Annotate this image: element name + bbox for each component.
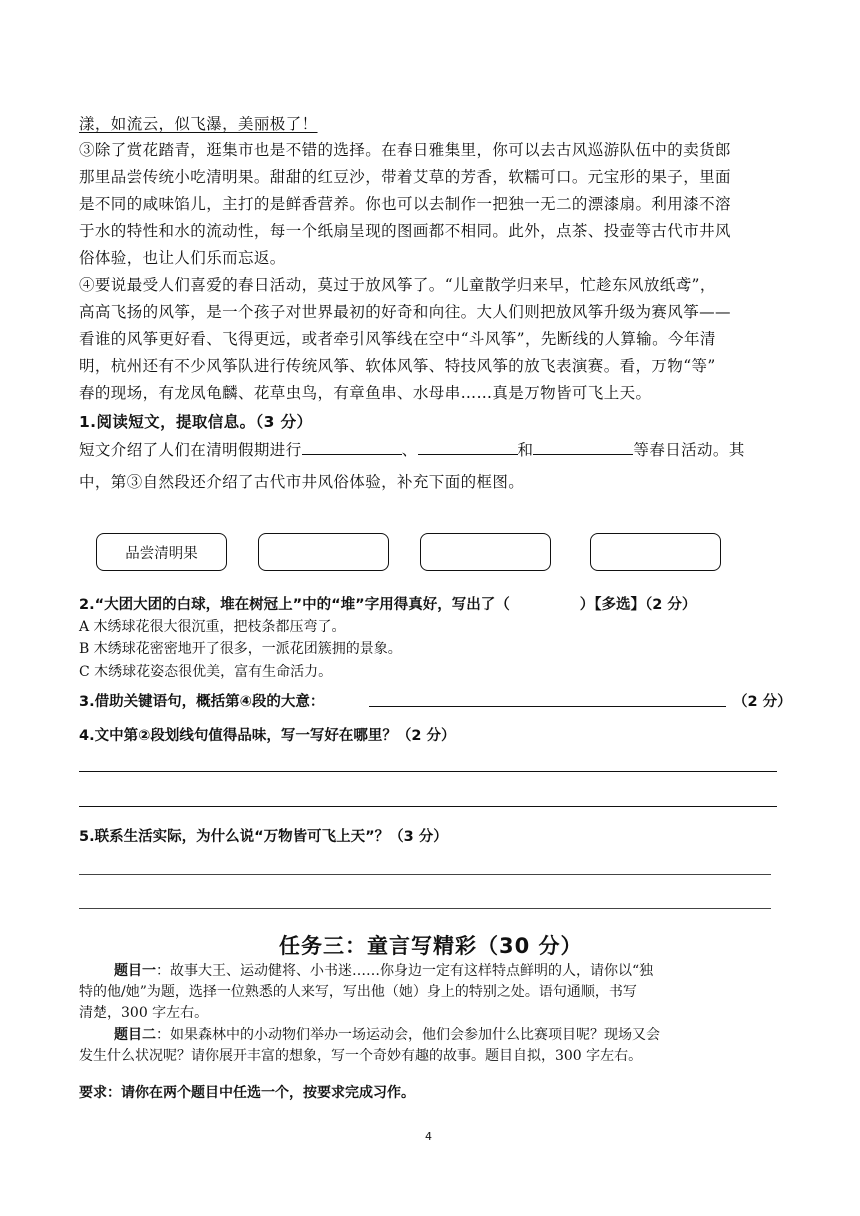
question-2-title-a: 2.“大团大团的白球，堆在树冠上”中的“堆”字用得真好，写出了（ [79, 597, 510, 613]
question-4-title: 4.文中第②段划线句值得品味，写一写好在哪里？（2 分） [79, 728, 456, 744]
question-5-answer-line-1[interactable] [79, 874, 771, 875]
option-b[interactable]: B 木绣球花密密地开了很多，一派花团簇拥的景象。 [79, 641, 402, 657]
passage-line-5: 于水的特性和水的流动性，每一个纸扇呈现的图画都不相同。此外，点茶、投壶等古代市井风 [79, 222, 731, 240]
task-3-heading: 任务三：童言写精彩（30 分） [279, 934, 583, 958]
topic-2-text-a: ：如果森林中的小动物们举办一场运动会，他们会参加什么比赛项目呢？现场又会 [156, 1027, 660, 1043]
topic-1-label: 题目一 [114, 963, 156, 979]
question-2-title-b: ）【多选】（2 分） [579, 597, 697, 613]
page-number: 4 [425, 1130, 432, 1143]
writing-requirement: 要求：请你在两个题目中任选一个，按要求完成习作。 [79, 1085, 415, 1101]
passage-line-9: 看谁的风筝更好看、飞得更远，或者牵引风筝线在空中“斗风筝”，先断线的人算输。今年清 [79, 330, 716, 348]
passage-line-2: ③除了赏花踏青，逛集市也是不错的选择。在春日雅集里，你可以去古风巡游队伍中的卖货郎 [79, 141, 731, 159]
question-5-title: 5.联系生活实际，为什么说“万物皆可飞上天”？（3 分） [79, 829, 448, 845]
question-4-answer-line-1[interactable] [79, 771, 777, 772]
question-1-title: 1.阅读短文，提取信息。（3 分） [79, 413, 313, 431]
frame-box-4[interactable] [590, 533, 721, 571]
answer-blank-2[interactable] [418, 438, 518, 455]
question-1-line-1 [79, 438, 745, 460]
topic-1-text-a: ：故事大王、运动健将、小书迷……你身边一定有这样特点鲜明的人，请你以“独 [156, 963, 654, 979]
question-1-text-b: 等春日活动。其 [633, 441, 745, 459]
question-3-title: 3.借助关键语句，概括第④段的大意： [79, 694, 325, 710]
topic-2-label: 题目二 [114, 1027, 156, 1043]
separator-1: 、 [401, 441, 418, 459]
question-2-title [79, 593, 696, 614]
option-a[interactable]: A 木绣球花很大很沉重，把枝条都压弯了。 [79, 619, 346, 635]
topic-1-line-3: 清楚，300 字左右。 [79, 1005, 209, 1021]
passage-line-11: 春的现场，有龙凤龟麟、花草虫鸟，有章鱼串、水母串……真是万物皆可飞上天。 [79, 384, 652, 402]
passage-line-7: ④要说最受人们喜爱的春日活动，莫过于放风筝了。“儿童散学归来早，忙趁东风放纸鸢”， [79, 276, 716, 294]
frame-box-3[interactable] [420, 533, 551, 571]
question-4-answer-line-2[interactable] [79, 806, 777, 807]
passage-line-3: 那里品尝传统小吃清明果。甜甜的红豆沙，带着艾草的芳香，软糯可口。元宝形的果子，里面 [79, 168, 731, 186]
frame-box-1-label: 品尝清明果 [125, 545, 198, 562]
question-3-answer-line[interactable] [369, 706, 726, 707]
passage-line-1: 漾，如流云，似飞瀑，美丽极了！ [79, 115, 318, 133]
frame-box-2[interactable] [258, 533, 389, 571]
question-3-score: （2 分） [733, 694, 792, 710]
topic-1-line-1 [114, 960, 653, 980]
passage-line-8: 高高飞扬的风筝，是一个孩子对世界最初的好奇和向往。大人们则把放风筝升级为赛风筝—— [79, 303, 731, 321]
topic-1-line-2: 特的他/她”为题，选择一位熟悉的人来写，写出他（她）身上的特别之处。语句通顺，书写 [79, 984, 637, 1000]
passage-line-6: 俗体验，也让人们乐而忘返。 [79, 249, 286, 267]
passage-line-4: 是不同的咸味馅儿，主打的是鲜香营养。你也可以去制作一把独一无二的漂漆扇。利用漆不溶 [79, 195, 731, 213]
separator-2: 和 [517, 441, 534, 459]
option-c[interactable]: C 木绣球花姿态很优美，富有生命活力。 [79, 664, 333, 680]
topic-2-line-2: 发生什么状况呢？请你展开丰富的想象，写一个奇妙有趣的故事。题目自拟，300 字左右。 [79, 1048, 643, 1064]
frame-box-1 [96, 533, 227, 571]
question-1-text-a: 短文介绍了人们在清明假期进行 [79, 441, 302, 459]
question-5-answer-line-2[interactable] [79, 908, 771, 909]
passage-line-10: 明，杭州还有不少风筝队进行传统风筝、软体风筝、特技风筝的放飞表演赛。看，万物“等” [79, 357, 716, 375]
question-1-line-2: 中，第③自然段还介绍了古代市井风俗体验，补充下面的框图。 [79, 473, 525, 491]
topic-2-line-1 [114, 1024, 660, 1044]
answer-blank-3[interactable] [533, 438, 633, 455]
answer-blank-1[interactable] [302, 438, 402, 455]
